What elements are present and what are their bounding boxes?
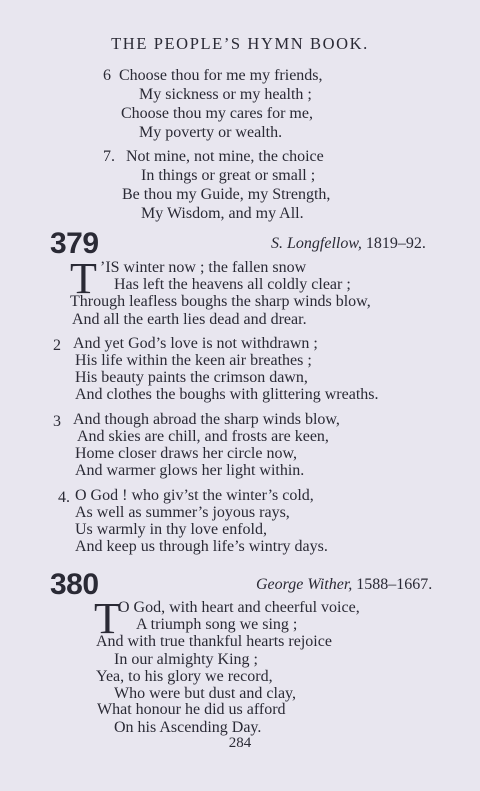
running-head: THE PEOPLE’S HYMN BOOK. bbox=[111, 34, 369, 53]
hymn-author bbox=[256, 576, 432, 594]
verse-line: Us warmly in thy love enfold, bbox=[75, 521, 267, 538]
hymn-number: 379 bbox=[50, 227, 99, 260]
verse-line: And keep us through life’s wintry days. bbox=[75, 538, 328, 555]
verse-line: His life within the keen air breathes ; bbox=[75, 352, 312, 369]
verse-line: My Wisdom, and my All. bbox=[141, 205, 304, 222]
verse-line: Not mine, not mine, the choice bbox=[126, 148, 324, 165]
verse-line: On his Ascending Day. bbox=[114, 719, 262, 736]
author-years: 1588–1667. bbox=[356, 576, 433, 593]
author-years: 1819–92. bbox=[365, 235, 426, 252]
drop-cap: T bbox=[94, 594, 121, 643]
verse-line: Through leafless boughs the sharp winds blow, bbox=[70, 293, 371, 310]
stanza-number: 7. bbox=[103, 148, 115, 165]
verse-line: A triumph song we sing ; bbox=[136, 616, 298, 633]
stanza-number: 4. bbox=[58, 489, 70, 506]
verse-line: Who were but dust and clay, bbox=[114, 685, 297, 702]
verse-line: Choose thou my cares for me, bbox=[121, 105, 313, 122]
verse-line: Has left the heavens all coldly clear ; bbox=[114, 276, 351, 293]
author-name: S. Longfellow, bbox=[271, 235, 362, 252]
hymn-number: 380 bbox=[50, 568, 99, 601]
verse-line: My poverty or wealth. bbox=[139, 124, 283, 141]
verse-line: Be thou my Guide, my Strength, bbox=[122, 186, 331, 203]
verse-line: And though abroad the sharp winds blow, bbox=[73, 411, 340, 428]
hymn-author bbox=[271, 235, 426, 253]
stanza-number: 6 bbox=[103, 67, 111, 84]
page-number: 284 bbox=[228, 735, 252, 751]
verse-line: His beauty paints the crimson dawn, bbox=[75, 369, 308, 386]
verse-line: ’IS winter now ; the fallen snow bbox=[100, 259, 307, 276]
verse-line: And warmer glows her light within. bbox=[75, 462, 305, 479]
verse-line: As well as summer’s joyous rays, bbox=[75, 504, 290, 521]
verse-line: O God, with heart and cheerful voice, bbox=[118, 599, 360, 616]
author-name: George Wither, bbox=[256, 576, 353, 593]
verse-line: In our almighty King ; bbox=[114, 651, 258, 668]
verse-line: Home closer draws her circle now, bbox=[75, 445, 297, 462]
verse-line: And skies are chill, and frosts are keen, bbox=[77, 428, 329, 445]
verse-line: In things or great or small ; bbox=[141, 167, 316, 184]
stanza-number: 2 bbox=[53, 337, 61, 354]
verse-line: My sickness or my health ; bbox=[139, 86, 312, 103]
verse-line: O God ! who giv’st the winter’s cold, bbox=[75, 487, 314, 504]
verse-line: What honour he did us afford bbox=[97, 701, 286, 718]
verse-line: And clothes the boughs with glittering wreaths. bbox=[75, 386, 379, 403]
stanza-number: 3 bbox=[53, 413, 61, 430]
verse-line: Choose thou for me my friends, bbox=[119, 67, 323, 84]
verse-line: And yet God’s love is not withdrawn ; bbox=[73, 335, 318, 352]
verse-line: Yea, to his glory we record, bbox=[96, 668, 273, 685]
verse-line: And with true thankful hearts rejoice bbox=[96, 633, 332, 650]
drop-cap: T bbox=[70, 254, 97, 303]
verse-line: And all the earth lies dead and drear. bbox=[72, 311, 307, 328]
